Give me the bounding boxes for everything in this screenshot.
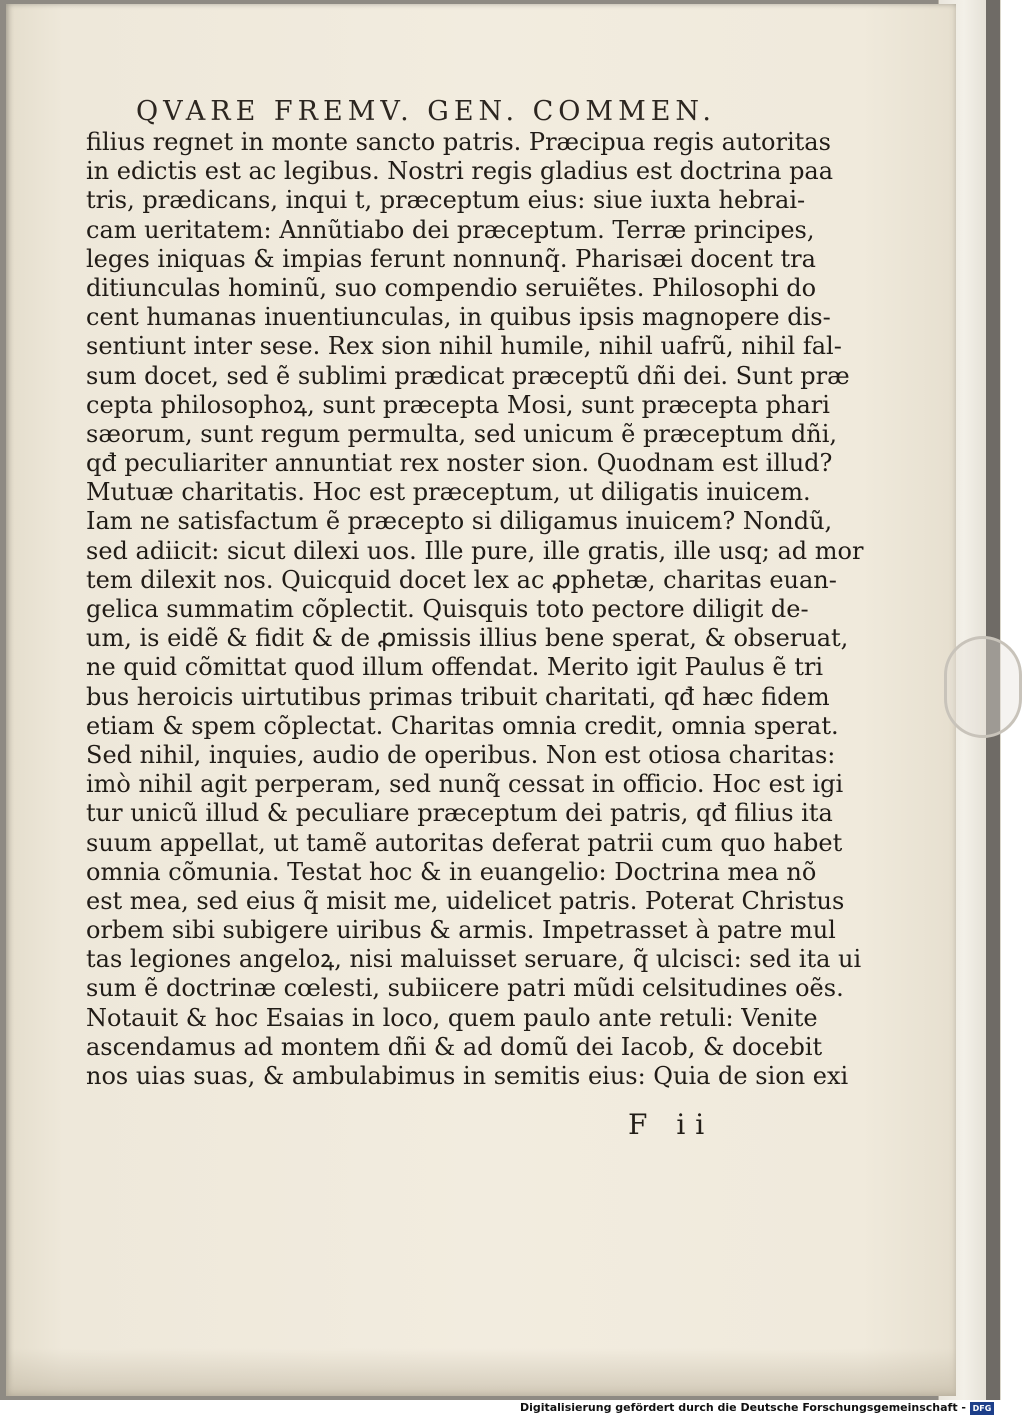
- text-line: Mutuæ charitatis. Hoc est præceptum, ut diligatis inuicem.: [86, 478, 811, 507]
- text-line: cam ueritatem: Annũtiabo dei præceptum. Terræ principes,: [86, 215, 815, 244]
- text-line: ne quid cõmittat quod illum offendat. Merito igit Paulus ẽ tri: [86, 653, 824, 682]
- text-line: tem dilexit nos. Quicquid docet lex ac ꝓphetæ, charitas euan-: [86, 565, 837, 594]
- text-line: leges iniquas & impias ferunt nonnunq̃. Pharisæi docent tra: [86, 244, 816, 273]
- text-line: ascendamus ad montem dñi & ad domũ dei Iacob, & docebit: [86, 1032, 823, 1061]
- text-line: ditiunculas hominũ, suo compendio seruiẽtes. Philosophi do: [86, 273, 817, 302]
- page-bottom-shadow: [6, 1348, 956, 1396]
- text-line: Iam ne satisfactum ẽ præcepto si diligamus inuicem? Nondũ,: [86, 507, 833, 536]
- text-line: um, is eidẽ & fidit & de ꝓmissis illius bene sperat, & obseruat,: [86, 624, 849, 653]
- text-line: sum ẽ doctrinæ cœlesti, subiicere patri mũdi celsitudines oẽs.: [86, 974, 844, 1003]
- text-line: in edictis est ac legibus. Nostri regis gladius est doctrina paa: [86, 157, 834, 186]
- text-line: tur unicũ illud & peculiare præceptum dei patris, qđ filius ita: [86, 799, 833, 828]
- text-line: omnia cõmunia. Testat hoc & in euangelio: Doctrina mea nõ: [86, 857, 817, 886]
- text-line: cepta philosophoꝝ, sunt præcepta Mosi, sunt præcepta phari: [86, 390, 830, 419]
- text-line: filius regnet in monte sancto patris. Præcipua regis autoritas: [86, 128, 831, 156]
- funding-credit: Digitalisierung gefördert durch die Deutsche Forschungsgemeinschaft -: [519, 1401, 966, 1414]
- text-line: etiam & spem cõplectat. Charitas omnia credit, omnia sperat.: [86, 711, 839, 740]
- text-line: est mea, sed eius q̃ misit me, uidelicet patris. Poterat Christus: [86, 886, 845, 915]
- text-line: gelica summatim cõplectit. Quisquis toto pectore diligit de-: [86, 595, 809, 623]
- dfg-logo-icon: DFG: [970, 1402, 994, 1415]
- text-line: tris, prædicans, inqui t, præceptum eius: siue iuxta hebrai-: [86, 186, 806, 215]
- text-line: sum docet, sed ẽ sublimi prædicat præceptũ dñi dei. Sunt præ: [86, 361, 850, 390]
- text-line: tas legiones angeloꝝ, nisi maluisset seruare, q̃ ulcisci: sed ita ui: [86, 945, 862, 974]
- text-line: sæorum, sunt regum permulta, sed unicum ẽ præceptum dñi,: [86, 419, 838, 448]
- body-text: [86, 128, 864, 1091]
- text-line: Notauit & hoc Esaias in loco, quem paulo ante retuli: Venite: [86, 1003, 818, 1032]
- text-line: suum appellat, ut tamẽ autoritas deferat patrii cum quo habet: [86, 828, 843, 857]
- text-line: imò nihil agit perperam, sed nunq̃ cessat in officio. Hoc est igi: [86, 770, 844, 799]
- text-line: nos uias suas, & ambulabimus in semitis eius: Quia de sion exi: [86, 1062, 849, 1090]
- signature-mark: F ii: [628, 1108, 715, 1141]
- running-head: QVARE FREMV. GEN. COMMEN.: [136, 96, 716, 127]
- text-line: orbem sibi subigere uiribus & armis. Impetrasset à patre mul: [86, 916, 836, 945]
- text-line: qđ peculiariter annuntiat rex noster sion. Quodnam est illud?: [86, 449, 833, 478]
- text-line: sentiunt inter sese. Rex sion nihil humile, nihil uafrũ, nihil fal-: [86, 332, 842, 361]
- page-clip: [944, 636, 1022, 738]
- footer-bar: [0, 1400, 1000, 1418]
- text-line: Sed nihil, inquies, audio de operibus. Non est otiosa charitas:: [86, 740, 836, 769]
- text-line: cent humanas inuentiunculas, in quibus ipsis magnopere dis-: [86, 303, 831, 332]
- text-line: sed adiicit: sicut dilexi uos. Ille pure, ille gratis, ille usq; ad mor: [86, 536, 864, 565]
- text-line: bus heroicis uirtutibus primas tribuit charitati, qđ hæc fidem: [86, 682, 830, 711]
